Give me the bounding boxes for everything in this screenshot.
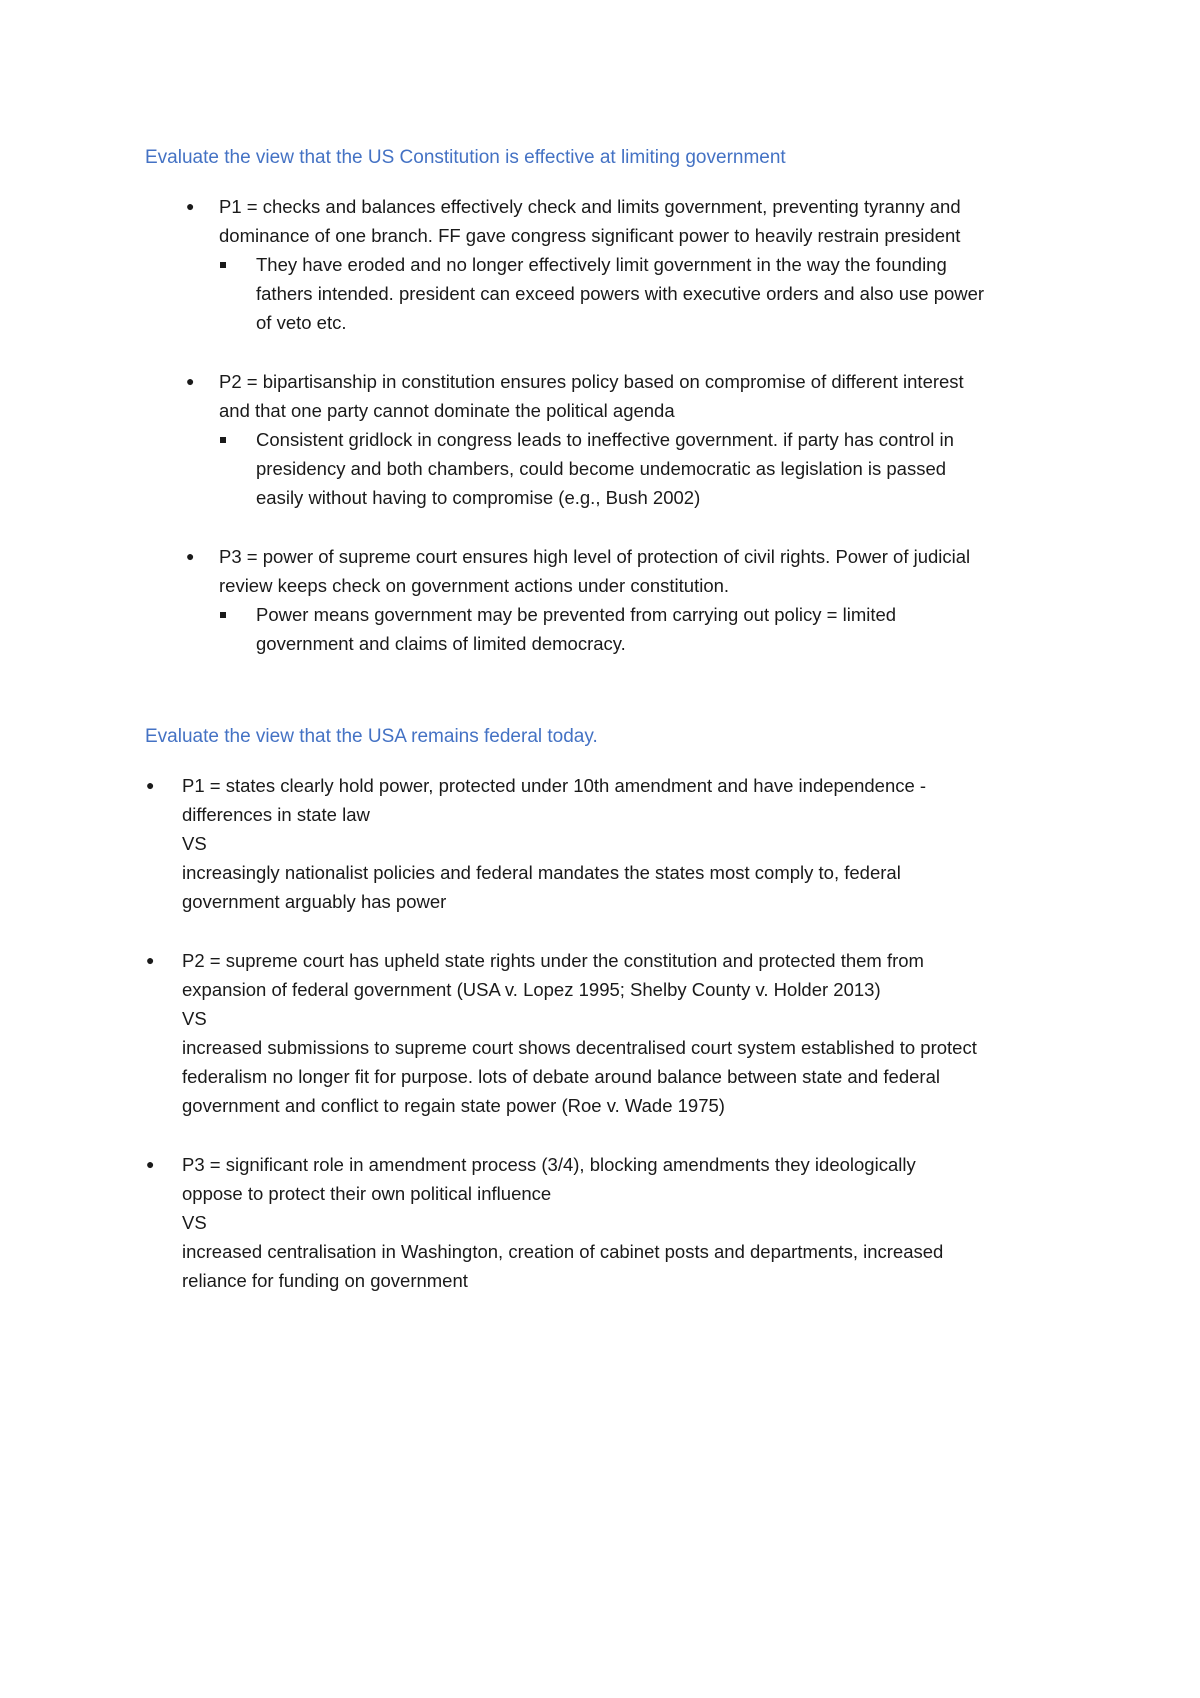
point-line: government arguably has power xyxy=(182,891,447,912)
square-bullet-icon xyxy=(220,262,226,268)
point-line: and that one party cannot dominate the political agenda xyxy=(219,400,675,421)
point-line: federalism no longer fit for purpose. lots of debate around balance between state and federal xyxy=(182,1066,940,1087)
sub-point-line: of veto etc. xyxy=(256,312,347,333)
section-2-heading: Evaluate the view that the USA remains federal today. xyxy=(145,726,598,747)
bullet-icon: ● xyxy=(146,952,155,968)
sub-point-line: fathers intended. president can exceed powers with executive orders and also use power xyxy=(256,283,985,304)
bullet-icon: ● xyxy=(186,548,195,564)
point-line: government and conflict to regain state power (Roe v. Wade 1975) xyxy=(182,1095,725,1116)
bullet-icon: ● xyxy=(186,373,195,389)
point-line: expansion of federal government (USA v. Lopez 1995; Shelby County v. Holder 2013) xyxy=(182,979,881,1000)
point-line: oppose to protect their own political influence xyxy=(182,1183,552,1204)
square-bullet-icon xyxy=(220,612,226,618)
sub-point-line: Consistent gridlock in congress leads to ineffective government. if party has control in xyxy=(256,429,954,450)
point-line: P2 = bipartisanship in constitution ensures policy based on compromise of different interest xyxy=(219,371,964,392)
sub-point-line: presidency and both chambers, could become undemocratic as legislation is passed xyxy=(256,458,947,479)
point-line: review keeps check on government actions under constitution. xyxy=(219,575,730,596)
vs-label: VS xyxy=(182,1212,207,1233)
point-line: dominance of one branch. FF gave congress significant power to heavily restrain president xyxy=(219,225,961,246)
point-line: P3 = power of supreme court ensures high level of protection of civil rights. Power of judicial xyxy=(219,546,971,567)
point-line: increased submissions to supreme court shows decentralised court system established to protect xyxy=(182,1037,977,1058)
point-line: increased centralisation in Washington, creation of cabinet posts and departments, increased xyxy=(182,1241,944,1262)
sub-point-line: government and claims of limited democracy. xyxy=(256,633,626,654)
point-line: increasingly nationalist policies and federal mandates the states most comply to, federal xyxy=(182,862,901,883)
section-1-heading: Evaluate the view that the US Constitution is effective at limiting government xyxy=(145,147,786,168)
bullet-icon: ● xyxy=(186,198,195,214)
sub-point-line: They have eroded and no longer effectively limit government in the way the founding xyxy=(256,254,947,275)
point-line: P1 = states clearly hold power, protected under 10th amendment and have independence - xyxy=(182,775,927,796)
point-line: P2 = supreme court has upheld state rights under the constitution and protected them from xyxy=(182,950,924,971)
point-line: P1 = checks and balances effectively check and limits government, preventing tyranny and xyxy=(219,196,961,217)
point-line: reliance for funding on government xyxy=(182,1270,468,1291)
point-line: P3 = significant role in amendment process (3/4), blocking amendments they ideologically xyxy=(182,1154,916,1175)
vs-label: VS xyxy=(182,1008,207,1029)
point-line: differences in state law xyxy=(182,804,370,825)
square-bullet-icon xyxy=(220,437,226,443)
vs-label: VS xyxy=(182,833,207,854)
sub-point-line: Power means government may be prevented from carrying out policy = limited xyxy=(256,604,897,625)
bullet-icon: ● xyxy=(146,1156,155,1172)
sub-point-line: easily without having to compromise (e.g., Bush 2002) xyxy=(256,487,701,508)
bullet-icon: ● xyxy=(146,777,155,793)
